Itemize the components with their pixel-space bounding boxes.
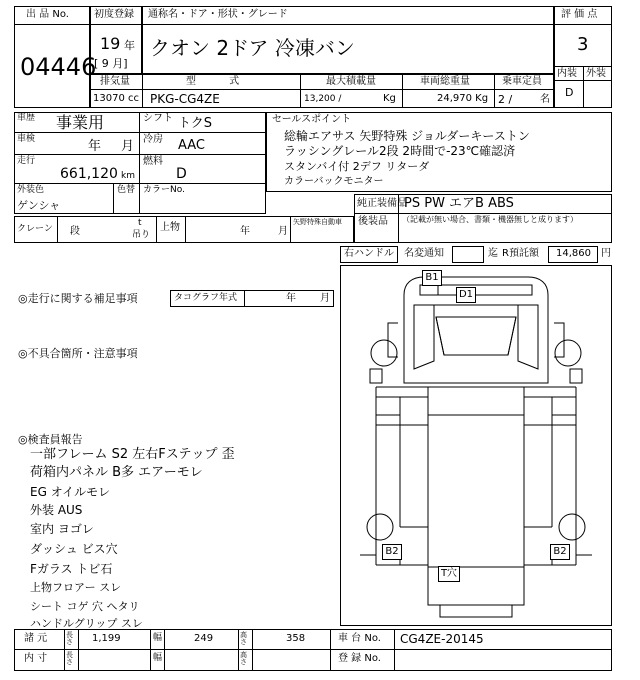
fuel-label: 燃料 (143, 156, 163, 167)
mark-t-hole: T穴 (438, 566, 460, 582)
model-label: 型 式 (186, 76, 240, 87)
crane-label: クレーン (17, 224, 53, 234)
ext-color-label: 外装色 (17, 185, 45, 195)
year-suffix: 年 (124, 39, 135, 52)
mark-b1: B1 (422, 270, 442, 286)
sales-point-line: スタンバイ付 2デフ リターダ (284, 160, 430, 173)
capacity-unit: 名 (540, 94, 550, 105)
inspection-label: 車検 (17, 134, 36, 144)
history-label: 車歴 (17, 113, 36, 123)
aftermarket-label: 後装品 (358, 216, 388, 227)
interior-grade: D (565, 86, 574, 99)
inner-height-label: 高さ (240, 651, 247, 666)
dims-label: 諸 元 (24, 633, 48, 644)
car-name: クオン 2ドア 冷凍バン (150, 36, 355, 60)
inspector-line: 室内 ヨゴレ (30, 522, 94, 536)
model-value: PKG-CG4ZE (150, 92, 220, 106)
inner-width-label: 幅 (153, 653, 163, 663)
ext-color-value: ゲンシャ (17, 199, 61, 212)
first-reg-year: 19 (100, 34, 121, 53)
mileage-value: 661,120 (60, 166, 118, 182)
mark-b2-left: B2 (382, 544, 402, 560)
displacement-value: 13070 cc (93, 93, 139, 104)
body-maker: 矢野特殊自動車 (293, 218, 342, 226)
width-value: 249 (194, 633, 214, 644)
height-value: 358 (286, 633, 306, 644)
inspector-line: Fガラス トビ石 (30, 562, 113, 576)
crane-ton: t (138, 218, 142, 228)
width-label: 幅 (153, 633, 163, 643)
height-label: 高さ (240, 631, 247, 646)
interior-label: 内装 (557, 68, 577, 79)
gvw-label: 車両総重量 (420, 76, 470, 87)
registration-label: 登 録 No. (338, 653, 381, 664)
inspector-line: 荷箱内パネル B多 エアーモレ (30, 465, 203, 480)
first-reg-month: [ 9 月] (94, 57, 128, 70)
body-year: 年 (240, 226, 250, 237)
mileage-unit: km (121, 171, 135, 181)
inspector-report-label: ◎検査員報告 (18, 433, 83, 446)
max-load-value: 13,200 / (304, 94, 342, 104)
max-load-label: 最大積載量 (326, 76, 376, 87)
sales-point-line: ラッシングレール2段 2時間で-23℃確認済 (284, 144, 516, 158)
recycle-unit: 円 (601, 248, 611, 259)
score-value: 3 (577, 34, 589, 55)
right-handle: 右ハンドル (344, 248, 394, 259)
mark-d1: D1 (456, 287, 476, 303)
lot-no-label: 出 品 No. (26, 9, 69, 20)
fuel-value: D (176, 166, 187, 182)
length-value: 1,199 (92, 633, 121, 644)
crane-lift: 吊り (132, 230, 151, 240)
crane-stages: 段 (70, 226, 80, 237)
exterior-label: 外装 (586, 68, 606, 79)
inspector-line: 外装 AUS (30, 503, 83, 517)
color-change-label: 色替 (117, 185, 136, 195)
tacho-label: タコグラフ年式 (174, 293, 238, 303)
lot-number: 04446 (20, 53, 97, 81)
score-label: 評 価 点 (561, 9, 598, 20)
until-label: 迄 (488, 248, 498, 259)
name-change-label: 名変通知 (404, 248, 444, 259)
gvw-value: 24,970 Kg (437, 93, 489, 104)
inspection-year: 年 (88, 139, 102, 154)
inspector-line: ダッシュ ビス穴 (30, 542, 118, 556)
inspector-line: シート コゲ 穴 ヘタリ (30, 600, 140, 613)
history-value: 事業用 (56, 113, 105, 132)
tacho-year: 年 (286, 293, 296, 304)
car-name-label: 通称名・ドア・形状・グレード (148, 9, 288, 20)
mileage-label: 走行 (17, 156, 36, 166)
inspector-line: EG オイルモレ (30, 485, 111, 499)
inner-dims-label: 内 寸 (24, 653, 48, 664)
inspection-month: 月 (121, 139, 135, 154)
sales-point-line: 総輪エアサス 矢野特殊 ジョルダーキーストン (284, 129, 530, 143)
std-equipment-label: 純正装備品 (357, 198, 407, 209)
inspector-line: 上物フロアー スレ (30, 581, 122, 594)
capacity-label: 乗車定員 (502, 76, 542, 87)
sales-points-label: セールスポイント (272, 114, 352, 125)
body-month: 月 (278, 226, 288, 237)
max-load-unit: Kg (383, 93, 396, 104)
recycle-label: R預託額 (502, 248, 539, 259)
driving-notes-label: ◎走行に関する補足事項 (18, 292, 138, 305)
capacity-value: 2 / (498, 93, 513, 106)
defects-label: ◎不具合箇所・注意事項 (18, 347, 138, 360)
name-change-box (452, 246, 484, 263)
chassis-label: 車 台 No. (338, 633, 381, 644)
body-label: 上物 (160, 222, 180, 233)
sales-point-line: カラーバックモニター (284, 176, 384, 187)
displacement-label: 排気量 (100, 76, 130, 87)
ac-value: AAC (178, 138, 205, 153)
inspector-line: 一部フレーム S2 左右Fステップ 歪 (30, 447, 235, 462)
color-code-label: カラーNo. (143, 185, 185, 195)
ac-label: 冷房 (143, 134, 163, 145)
std-equipment-value: PS PW エアB ABS (404, 196, 514, 211)
tacho-month: 月 (320, 293, 330, 304)
inner-length-label: 長さ (66, 651, 73, 666)
first-reg-label: 初度登録 (94, 9, 134, 20)
aftermarket-note: （記載が無い場合、書類・機器無しと成ります） (402, 215, 578, 224)
recycle-value: 14,860 (556, 248, 591, 259)
chassis-value: CG4ZE-20145 (400, 632, 484, 646)
length-label: 長さ (66, 631, 73, 646)
shift-value: トクS (178, 116, 212, 131)
inspector-line: ハンドルグリップ スレ (30, 617, 143, 630)
shift-label: シフト (143, 113, 173, 124)
mark-b2-right: B2 (550, 544, 570, 560)
truck-diagram (340, 265, 612, 626)
